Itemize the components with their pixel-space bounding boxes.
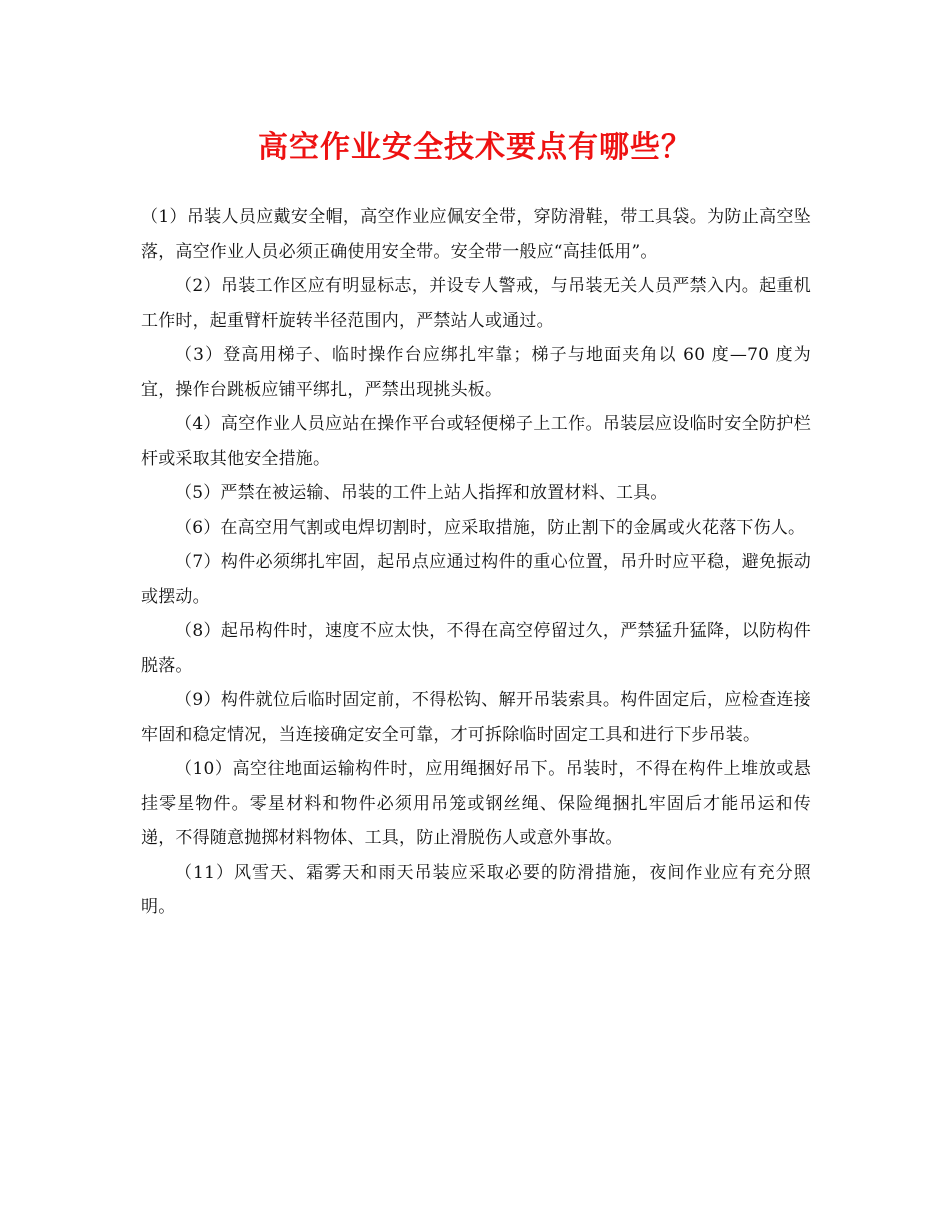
paragraph-5: （5）严禁在被运输、吊装的工件上站人指挥和放置材料、工具。 [175,483,668,503]
paragraph-10: （10）高空往地面运输构件时，应用绳捆好吊下。吊装时，不得在构件上堆放或悬挂零星物件。零星材料和物件必须用吊笼或钢丝绳、保险绳捆扎牢固后才能吊运和传递，不得随意抛掷材料物体、工具，防止滑脱伤人或意外事故。 [141,759,811,848]
paragraph-7: （7）构件必须绑扎牢固，起吊点应通过构件的重心位置，吊升时应平稳，避免振动或摆动。 [141,552,811,607]
paragraph-9: （9）构件就位后临时固定前，不得松钩、解开吊装索具。构件固定后，应检查连接牢固和稳定情况，当连接确定安全可靠，才可拆除临时固定工具和进行下步吊装。 [141,690,811,745]
document-title: 高空作业安全技术要点有哪些？ [258,130,692,165]
paragraph-8: （8）起吊构件时，速度不应太快，不得在高空停留过久，严禁猛升猛降，以防构件脱落。 [141,621,811,676]
paragraph-1: （1）吊装人员应戴安全帽，高空作业应佩安全带，穿防滑鞋，带工具袋。为防止高空坠落，高空作业人员必须正确使用安全带。安全带一般应“高挂低用”。 [141,207,811,262]
paragraph-2: （2）吊装工作区应有明显标志，并设专人警戒，与吊装无关人员严禁入内。起重机工作时，起重臂杆旋转半径范围内，严禁站人或通过。 [141,276,811,331]
paragraph-4: （4）高空作业人员应站在操作平台或轻便梯子上工作。吊装层应设临时安全防护栏杆或采取其他安全措施。 [141,414,811,469]
paragraph-6: （6）在高空用气割或电焊切割时，应采取措施，防止割下的金属或火花落下伤人。 [175,517,806,538]
paragraph-3: （3）登高用梯子、临时操作台应绑扎牢靠；梯子与地面夹角以 60 度—70 度为宜，操作台跳板应铺平绑扎，严禁出现挑头板。 [141,345,811,400]
paragraph-11: （11）风雪天、霜雾天和雨天吊装应采取必要的防滑措施，夜间作业应有充分照明。 [141,862,811,917]
document-body [141,200,811,925]
